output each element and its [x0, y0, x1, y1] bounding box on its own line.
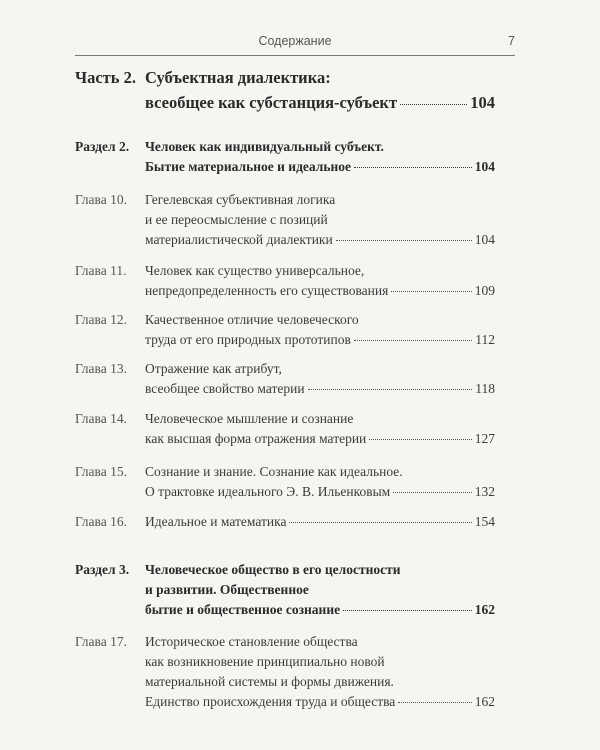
entry-page-number: 132 [474, 484, 495, 499]
entry-title [145, 560, 495, 620]
entry-page-number: 154 [474, 514, 495, 529]
entry-title [145, 409, 495, 449]
entry-title-last-line [145, 90, 495, 115]
entry-title-line: как возникновение принципиально новой [145, 654, 385, 669]
entry-title-last-line [145, 230, 495, 250]
entry-title-last-line [145, 281, 495, 301]
entry-title [145, 512, 495, 532]
entry-title-last-line [145, 692, 495, 712]
entry-title-line: Человеческое общество в его целостности [145, 562, 401, 577]
entry-title-line: Сознание и знание. Сознание как идеальное. [145, 464, 403, 479]
entry-title-last-line [145, 157, 495, 177]
dot-leader [336, 240, 472, 241]
entry-title-line: Человек как существо универсальное, [145, 263, 365, 278]
entry-label: Глава 17. [75, 634, 127, 649]
entry-title-line: Идеальное и математика [145, 514, 287, 529]
entry-title [145, 137, 495, 177]
entry-title-line: как высшая форма отражения материи [145, 431, 367, 446]
entry-label: Глава 11. [75, 263, 127, 278]
entry-label: Глава 10. [75, 192, 127, 207]
entry-title-last-line [145, 512, 495, 532]
dot-leader [343, 610, 472, 611]
entry-title [145, 632, 495, 712]
entry-title-last-line [145, 330, 495, 350]
dot-leader [398, 702, 471, 703]
running-head-title: Содержание [258, 34, 332, 48]
header-rule [75, 55, 515, 56]
entry-title-line: Человек как индивидуальный субъект. [145, 139, 384, 154]
entry-label: Раздел 3. [75, 562, 130, 577]
entry-title-last-line [145, 482, 495, 502]
entry-title-line: Единство происхождения труда и общества [145, 694, 396, 709]
entry-page-number: 162 [474, 602, 495, 617]
entry-title-line: труда от его природных прототипов [145, 332, 351, 347]
dot-leader [308, 389, 473, 390]
entry-title-line: и развитии. Общественное [145, 582, 309, 597]
entry-title-line: О трактовке идеального Э. В. Ильенковым [145, 484, 391, 499]
entry-title [145, 462, 495, 502]
entry-title-line: Гегелевская субъективная логика [145, 192, 336, 207]
entry-title-line: Качественное отличие человеческого [145, 312, 359, 327]
dot-leader [354, 340, 472, 341]
entry-title-line: материалистической диалектики [145, 232, 333, 247]
entry-label: Глава 15. [75, 464, 127, 479]
dot-leader [369, 439, 471, 440]
entry-title-line: всеобщее свойство материи [145, 381, 305, 396]
entry-title-line: материальной системы и формы движения. [145, 674, 394, 689]
entry-title [145, 190, 495, 250]
entry-title-line: Историческое становление общества [145, 634, 358, 649]
entry-label: Глава 16. [75, 514, 127, 529]
entry-title-last-line [145, 600, 495, 620]
entry-page-number: 127 [474, 431, 495, 446]
entry-title-line: Бытие материальное и идеальное [145, 159, 351, 174]
entry-page-number: 112 [475, 332, 495, 347]
entry-title-line: Отражение как атрибут, [145, 361, 282, 376]
dot-leader [354, 167, 472, 168]
entry-title [145, 261, 495, 301]
entry-title [145, 65, 495, 115]
entry-title-line: и ее переосмысление с позиций [145, 212, 328, 227]
dot-leader [400, 104, 467, 105]
entry-title [145, 310, 495, 350]
entry-title-last-line [145, 429, 495, 449]
entry-title-last-line [145, 379, 495, 399]
dot-leader [391, 291, 471, 292]
entry-label: Раздел 2. [75, 139, 130, 154]
entry-title-line: Субъектная диалектика: [145, 68, 331, 87]
dot-leader [289, 522, 471, 523]
entry-title-line: всеобщее как субстанция-субъект [145, 93, 398, 112]
dot-leader [393, 492, 472, 493]
entry-title-line: Человеческое мышление и сознание [145, 411, 354, 426]
entry-page-number: 109 [474, 283, 495, 298]
entry-page-number: 104 [474, 159, 495, 174]
entry-label: Глава 12. [75, 312, 127, 327]
entry-title-line: непредопределенность его существования [145, 283, 389, 298]
entry-page-number: 118 [475, 381, 495, 396]
entry-page-number: 104 [470, 93, 495, 112]
entry-label: Глава 14. [75, 411, 127, 426]
entry-label: Глава 13. [75, 361, 127, 376]
page-number: 7 [508, 34, 515, 48]
entry-title [145, 359, 495, 399]
entry-page-number: 104 [474, 232, 495, 247]
entry-label: Часть 2. [75, 68, 137, 87]
entry-title-line: бытие и общественное сознание [145, 602, 341, 617]
entry-page-number: 162 [474, 694, 495, 709]
